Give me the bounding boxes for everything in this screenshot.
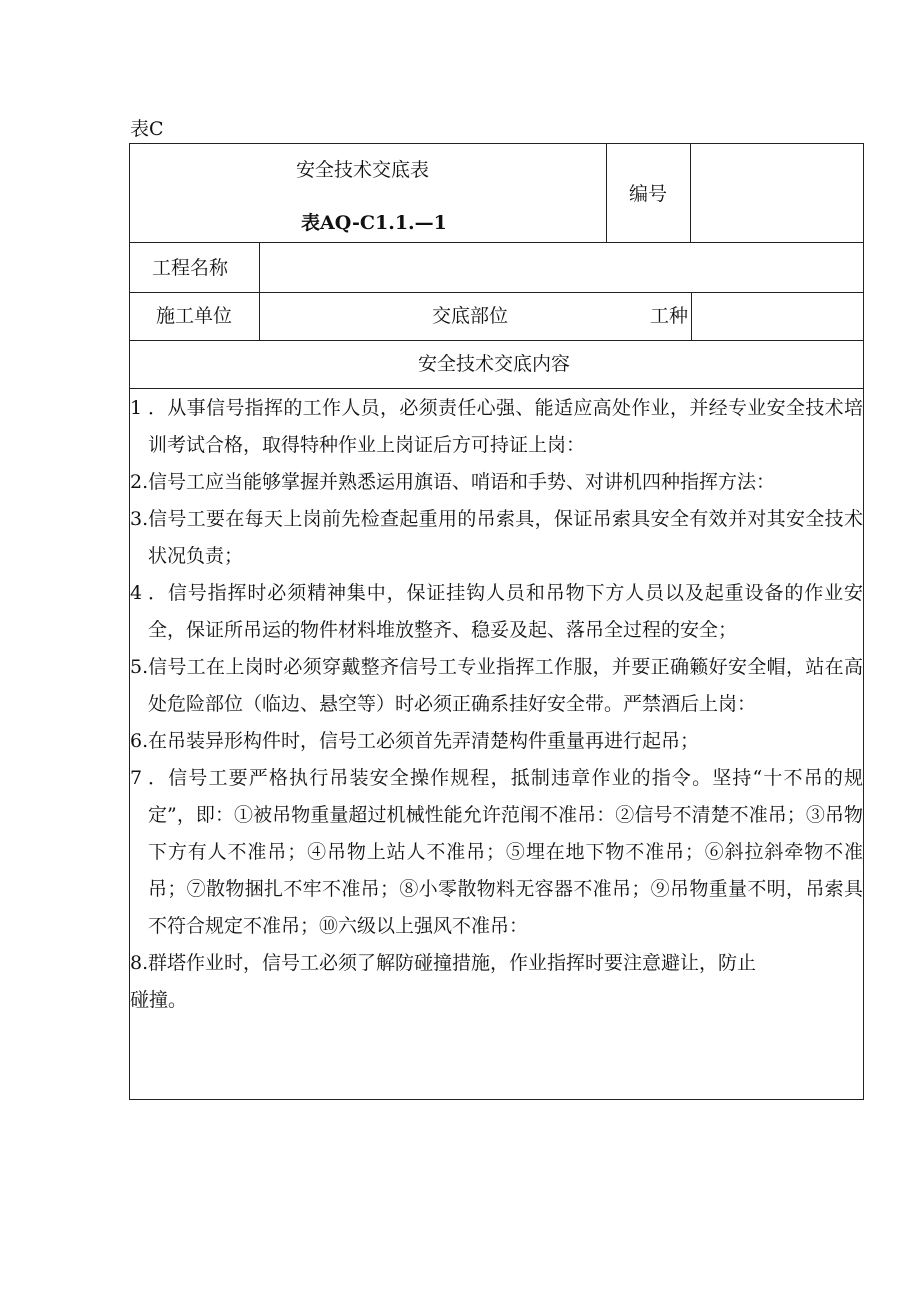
item-text: ．信号工要严格执行吊装安全操作规程，抵制违章作业的指令。坚持“十不吊的规定”，即：①被吊物重量超过机械性能允许范闱不准吊：②信号不清楚不准吊；③吊物下方有人不准吊；④吊物上站人不准吊；⑤埋在地下物不准吊；⑥斜拉斜牵物不准吊；⑦散物捆扎不牢不准吊；⑧小零散物料无容器不准吊；⑨吊物重量不明，吊索具不符合规定不准吊；⑩六级以上强风不准吊： <box>148 767 863 937</box>
list-item <box>130 464 863 501</box>
item-text: ．从事信号指挥的工作人员，必须责任心强、能适应高处作业，并经专业安全技术培训考试合格，取得特种作业上岗证后方可持证上岗： <box>148 397 863 456</box>
list-item <box>130 501 863 575</box>
list-item <box>130 723 863 760</box>
item-number: 5. <box>130 656 149 678</box>
item-number: 1 <box>130 397 143 419</box>
column-divider <box>259 242 260 340</box>
column-divider <box>690 144 691 242</box>
list-item <box>130 760 863 945</box>
construction-unit-label: 施工单位 <box>156 305 233 327</box>
item-text: 在吊装异形构件时，信号工必须首先弄清楚构件重量再进行起吊； <box>148 730 700 752</box>
item-text: 群塔作业时，信号工必须了解防碰撞措施，作业指挥时要注意避让，防止 <box>148 952 757 974</box>
item-text: 信号工在上岗时必须穿戴整齐信号工专业指挥工作服，并要正确籁好安全帽，站在高处危险部位（临边、悬空等）时必须正确系挂好安全带。严禁酒后上岗： <box>148 656 863 715</box>
safety-briefing-table <box>129 143 864 1100</box>
trade-field[interactable] <box>700 304 850 328</box>
list-item <box>130 945 863 982</box>
item-number: 3. <box>130 508 149 530</box>
item-text: 信号工应当能够掌握并熟悉运用旗语、哨语和手势、对讲机四种指挥方法： <box>148 471 776 493</box>
row-divider <box>130 292 863 293</box>
content-heading: 安全技术交底内容 <box>418 353 571 375</box>
item-number: 6. <box>130 730 149 752</box>
item-text: 碰撞。 <box>130 989 188 1011</box>
item-number: 8. <box>130 952 149 974</box>
item-number: 4 <box>130 582 143 604</box>
column-divider <box>691 292 692 340</box>
column-divider <box>606 144 607 242</box>
number-field[interactable] <box>700 182 850 206</box>
table-code: 表AQ-C1.1.—1 <box>301 212 447 234</box>
construction-unit-field[interactable] <box>270 304 420 328</box>
list-item <box>130 575 863 649</box>
item-number: 7 <box>130 767 143 789</box>
form-label: 表C <box>130 118 164 140</box>
item-text: 信号工要在每天上岗前先检查起重用的吊索具，保证吊索具安全有效并对其安全技术状况负责； <box>148 508 863 567</box>
list-item <box>130 649 863 723</box>
table-title: 安全技术交底表 <box>296 159 430 181</box>
row-divider <box>130 242 863 243</box>
handover-part-label: 交底部位 <box>432 305 509 327</box>
item-text: ．信号指挥时必须精神集中，保证挂钩人员和吊物下方人员以及起重设备的作业安全，保证所吊运的物件材料堆放整齐、稳妥及起、落吊全过程的安全； <box>148 582 863 641</box>
number-label: 编号 <box>629 183 668 205</box>
project-name-field[interactable] <box>270 256 850 280</box>
content-list <box>130 390 863 1019</box>
handover-part-field[interactable] <box>515 304 625 328</box>
row-divider <box>130 340 863 341</box>
trade-label: 工种 <box>650 305 689 327</box>
item-number: 2. <box>130 471 149 493</box>
list-item <box>130 390 863 464</box>
row-divider <box>130 388 863 389</box>
project-name-label: 工程名称 <box>152 257 229 279</box>
list-item <box>130 982 863 1019</box>
